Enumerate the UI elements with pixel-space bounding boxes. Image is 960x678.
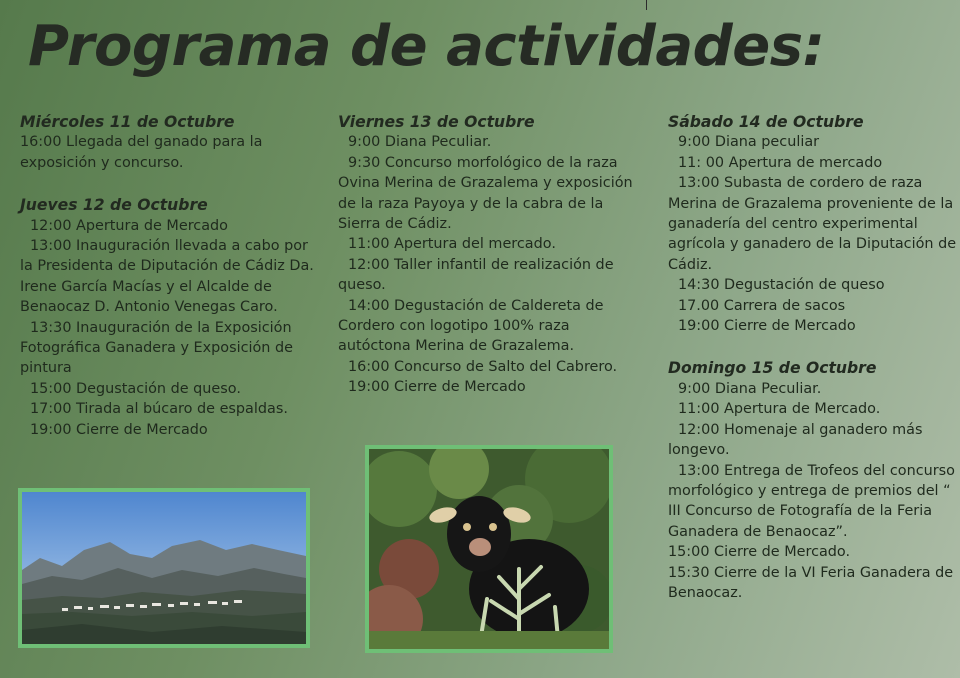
activity-item: 17:00 Tirada al búcaro de espaldas. [30,401,288,418]
activity-item: 13:00 Entrega de Trofeos del concurso morfológico y entrega de premios del “ III Concurso de Fotografía de la Feria Ganadera de Benaocaz”. [668,462,955,540]
activity-item: 15:30 Cierre de la VI Feria Ganadera de Benaocaz. [668,564,954,601]
activity-item: 15:00 Cierre de Mercado. [668,544,851,561]
activity-item: 9:00 Diana peculiar [678,134,820,151]
activity-list [20,216,320,440]
activity-item: 12:00 Taller infantil de realización de queso. [338,256,614,294]
activity-item: 14:00 Degustación de Caldereta de Cordero con logotipo 100% raza autóctona Merina de Grazalema. [338,297,604,355]
activity-item: 13:30 Inauguración de la Exposición Fotográfica Ganadera y Exposición de pintura [20,319,293,377]
activity-list [338,132,638,397]
day-heading: Domingo 15 de Octubre [668,359,877,378]
activity-list [668,379,958,603]
black-sheep-image [369,449,609,649]
column-3 [668,112,958,603]
activity-item: 13:00 Subasta de cordero de raza Merina de Grazalema proveniente de la ganadería del centro experimental agrícola y ganadero de la Diputación de Cádiz. [668,175,957,273]
activity-item: 9:00 Diana Peculiar. [678,380,822,397]
top-divider [646,0,647,10]
activity-item: 17.00 Carrera de sacos [678,297,846,314]
day-heading: Miércoles 11 de Octubre [20,113,235,131]
activity-item: 15:00 Degustación de queso. [30,380,241,397]
day-heading: Viernes 13 de Octubre [338,113,535,131]
black-sheep-photo [365,445,613,653]
activity-item: 12:00 Homenaje al ganadero más longevo. [668,421,923,459]
mountain-village-photo [18,488,310,648]
activity-item: 19:00 Cierre de Mercado [678,318,856,335]
activity-item: 14:30 Degustación de queso [678,277,885,294]
activity-item: 11:00 Apertura del mercado. [348,236,556,253]
activity-item: 11: 00 Apertura de mercado [678,154,883,171]
page-title: Programa de actividades: [28,14,825,79]
activity-list [20,132,320,173]
activity-item: 19:00 Cierre de Mercado [348,379,526,396]
activity-item: 13:00 Inauguración llevada a cabo por la Presidenta de Diputación de Cádiz Da. Irene García Macías y el Alcalde de Benaocaz D. Antonio Venegas Caro. [20,238,314,316]
activity-item: 16:00 Concurso de Salto del Cabrero. [348,358,618,375]
day-heading: Sábado 14 de Octubre [668,113,864,131]
mountain-landscape-image [22,492,306,644]
column-1 [20,112,320,440]
activity-item: 9:00 Diana Peculiar. [348,134,492,151]
activity-list [668,132,958,336]
activity-item: 12:00 Apertura de Mercado [30,217,228,234]
column-2 [338,112,638,398]
activity-item: 19:00 Cierre de Mercado [30,421,208,438]
activity-item: 11:00 Apertura de Mercado. [678,401,881,418]
day-heading: Jueves 12 de Octubre [20,196,208,215]
activity-item: 16:00 Llegada del ganado para la exposición y concurso. [20,134,263,171]
activity-item: 9:30 Concurso morfológico de la raza Ovina Merina de Grazalema y exposición de la raza Payoya y de la cabra de la Sierra de Cádiz. [338,154,633,233]
